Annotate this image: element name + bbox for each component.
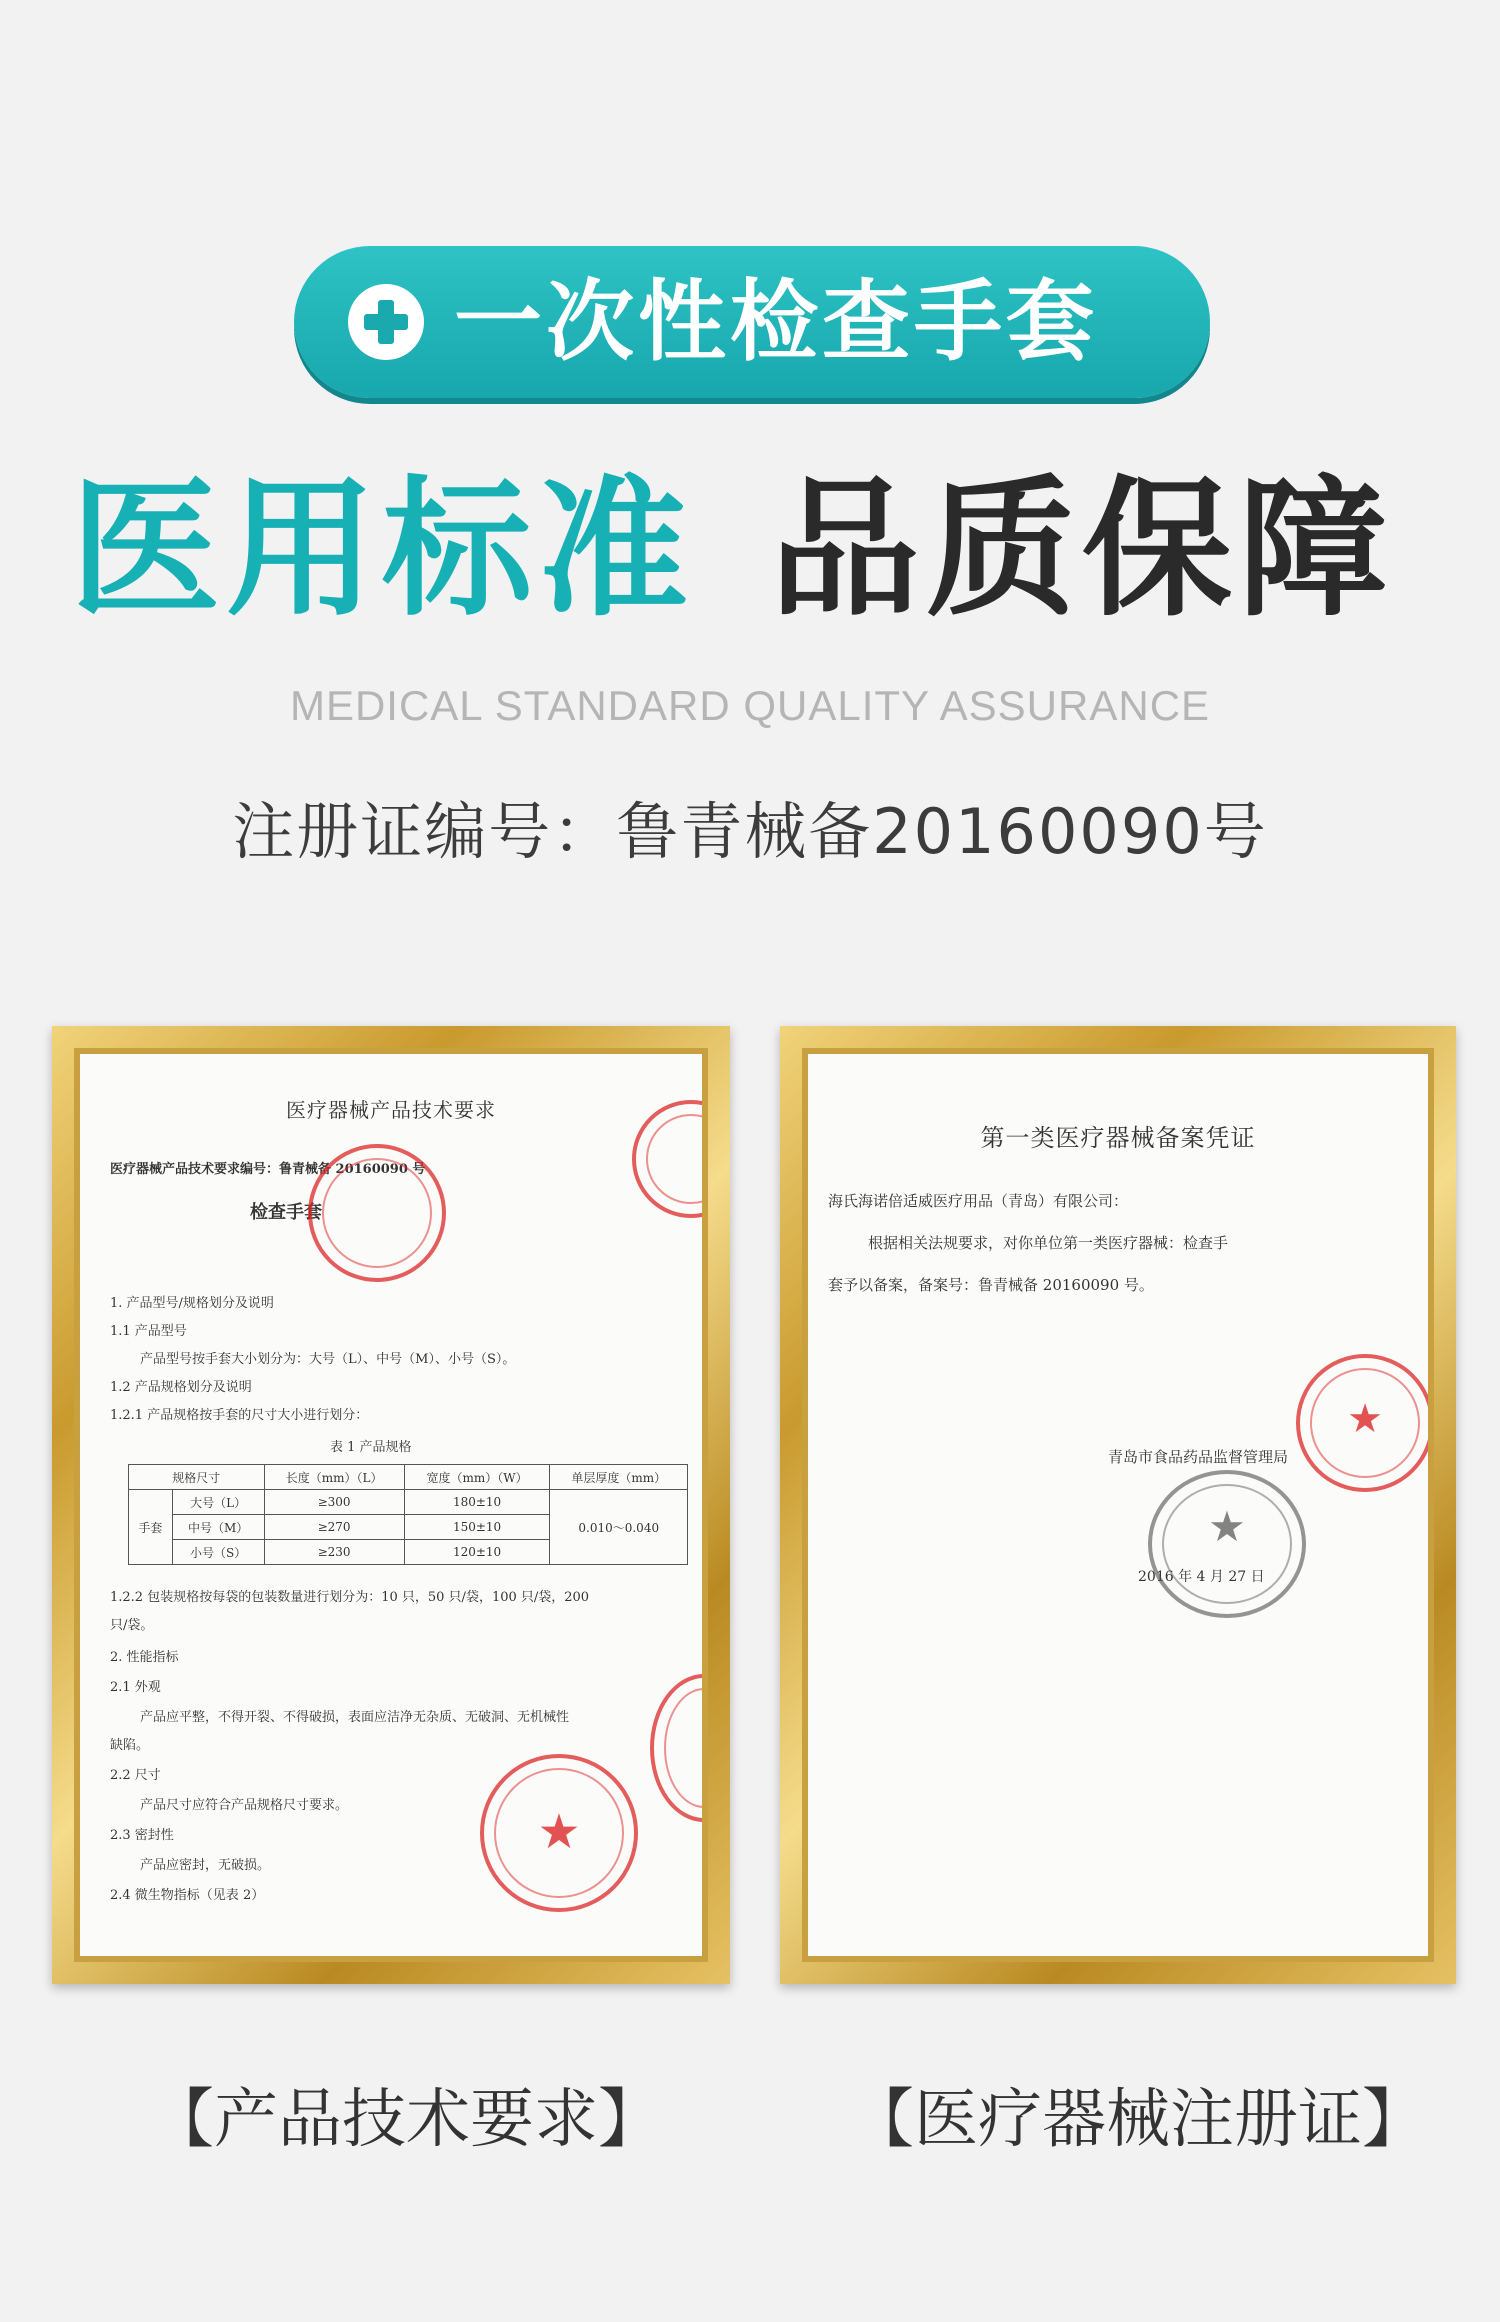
red-seal-stamp: ★ <box>480 1754 638 1912</box>
table-header: 单层厚度（mm） <box>550 1465 688 1490</box>
table-cell: ≥230 <box>264 1540 404 1565</box>
doc-line: 只/袋。 <box>110 1618 154 1633</box>
plus-circle-icon <box>348 284 424 360</box>
red-seal-stamp: ★ <box>1296 1354 1428 1492</box>
doc-line: 产品应平整，不得开裂、不得破损，表面应洁净无杂质、无破洞、无机械性 <box>140 1710 570 1725</box>
table-cell: ≥300 <box>264 1490 404 1515</box>
left-doc-product: 检查手套 <box>250 1202 322 1223</box>
doc-line: 2.4 微生物指标（见表 2） <box>110 1888 265 1903</box>
left-certificate-frame <box>52 1026 730 1984</box>
headline-part1: 医用标准 <box>70 463 695 637</box>
doc-line: 1.2.1 产品规格按手套的尺寸大小进行划分： <box>110 1408 369 1423</box>
doc-line: 1. 产品型号/规格划分及说明 <box>110 1296 274 1311</box>
doc-line: 2. 性能指标 <box>110 1650 179 1665</box>
table-cell: 0.010～0.040 <box>550 1490 688 1565</box>
doc-line: 1.2.2 包装规格按每袋的包装数量进行划分为：10 只，50 只/袋，100 只/袋，200 <box>110 1590 590 1605</box>
right-caption: 【医疗器械注册证】 <box>850 2083 1426 2157</box>
left-doc-code: 医疗器械产品技术要求编号：鲁青械备 20160090 号 <box>110 1162 426 1177</box>
registration-certificate-document <box>808 1054 1428 1956</box>
table-cell: 小号（S） <box>172 1540 264 1565</box>
gray-seal-stamp: ★ <box>1148 1470 1306 1618</box>
title-banner <box>294 246 1210 398</box>
doc-line: 缺陷。 <box>110 1738 150 1753</box>
headline <box>60 460 1440 640</box>
issue-date: 2016 年 4 月 27 日 <box>1138 1569 1265 1585</box>
registration-number: 注册证编号：鲁青械备20160090号 <box>232 795 1268 868</box>
issuer: 青岛市食品药品监督管理局 <box>1108 1448 1289 1466</box>
doc-line: 产品应密封，无破损。 <box>140 1858 271 1873</box>
doc-line: 表 1 产品规格 <box>330 1440 412 1455</box>
table-cell: 180±10 <box>404 1490 550 1515</box>
tech-requirements-document <box>80 1054 702 1956</box>
table-header: 长度（mm）（L） <box>264 1465 404 1490</box>
left-doc-title: 医疗器械产品技术要求 <box>286 1098 496 1122</box>
doc-line: 2.3 密封性 <box>110 1828 174 1843</box>
headline-part2: 品质保障 <box>770 463 1395 637</box>
doc-line: 产品型号按手套大小划分为：大号（L）、中号（M）、小号（S）。 <box>140 1352 516 1367</box>
right-certificate-frame <box>780 1026 1456 1984</box>
doc-line: 海氏海诺倍适威医疗用品（青岛）有限公司： <box>828 1192 1129 1210</box>
table-cell: 中号（M） <box>172 1515 264 1540</box>
english-subtitle: MEDICAL STANDARD QUALITY ASSURANCE <box>289 682 1211 729</box>
table-cell: 120±10 <box>404 1540 550 1565</box>
spec-table <box>128 1464 688 1565</box>
doc-line: 2.1 外观 <box>110 1680 161 1695</box>
table-cell: 150±10 <box>404 1515 550 1540</box>
banner-title: 一次性检查手套 <box>454 270 1099 373</box>
table-cell: 大号（L） <box>172 1490 264 1515</box>
table-group: 手套 <box>129 1490 173 1565</box>
right-doc-title: 第一类医疗器械备案凭证 <box>980 1124 1256 1152</box>
doc-line: 1.2 产品规格划分及说明 <box>110 1380 252 1395</box>
red-seal-stamp <box>650 1674 702 1822</box>
doc-line: 2.2 尺寸 <box>110 1768 161 1783</box>
table-header: 宽度（mm）（W） <box>404 1465 550 1490</box>
table-header: 规格尺寸 <box>129 1465 265 1490</box>
doc-line: 1.1 产品型号 <box>110 1324 187 1339</box>
doc-line: 根据相关法规要求，对你单位第一类医疗器械：检查手 <box>868 1234 1229 1252</box>
table-cell: ≥270 <box>264 1515 404 1540</box>
left-caption: 【产品技术要求】 <box>150 2083 662 2157</box>
doc-line: 套予以备案，备案号：鲁青械备 20160090 号。 <box>828 1276 1154 1294</box>
red-seal-stamp <box>308 1144 446 1282</box>
doc-line: 产品尺寸应符合产品规格尺寸要求。 <box>140 1798 349 1813</box>
